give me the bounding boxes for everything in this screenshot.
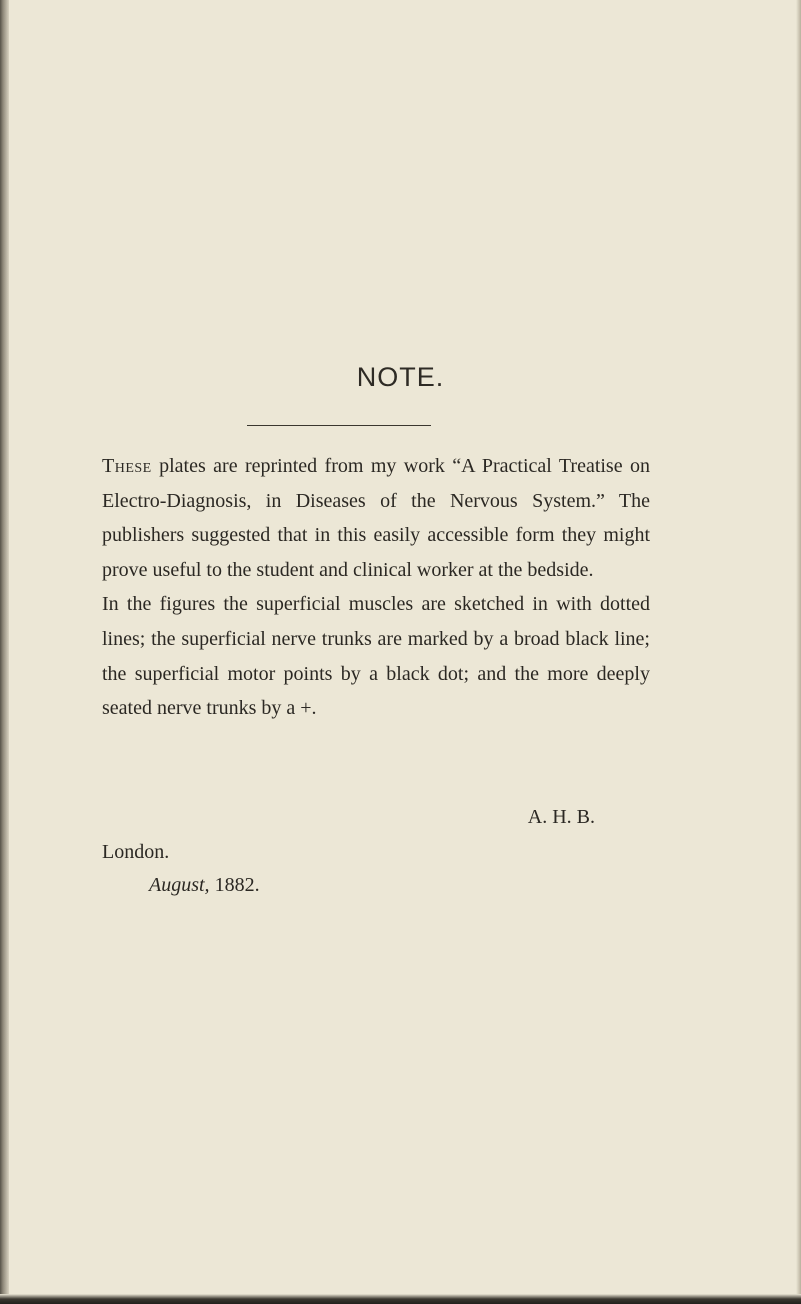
paragraph-1 xyxy=(102,449,650,587)
paragraph-2 xyxy=(102,587,650,725)
title-rule xyxy=(247,425,431,426)
author-initials: A. H. B. xyxy=(527,806,595,828)
paragraph-2-text: In the figures the superficial muscles are sketched in with dotted lines; the superficial nerve trunks are marked by a broad black line; the superficial motor points by a black dot; and the more deeply seated nerve trunks by a +. xyxy=(102,593,650,720)
note-body xyxy=(102,449,650,726)
paragraph-1-text: plates are reprinted from my work “A Practical Treatise on Electro-Diagnosis, in Diseases of the Nervous System.” The publishers suggested that in this easily accessible form they might prove useful to the student and clinical worker at the bedside. xyxy=(102,455,650,581)
page-left-edge xyxy=(0,0,9,1304)
date-line xyxy=(149,874,260,897)
date-year: 1882. xyxy=(209,874,260,896)
page-right-edge xyxy=(796,0,801,1304)
date-month: August, xyxy=(149,874,210,896)
page-bottom-edge xyxy=(0,1294,801,1304)
page-title: NOTE. xyxy=(356,362,445,392)
lead-word: These xyxy=(102,455,152,477)
place-line: London. xyxy=(102,841,170,863)
